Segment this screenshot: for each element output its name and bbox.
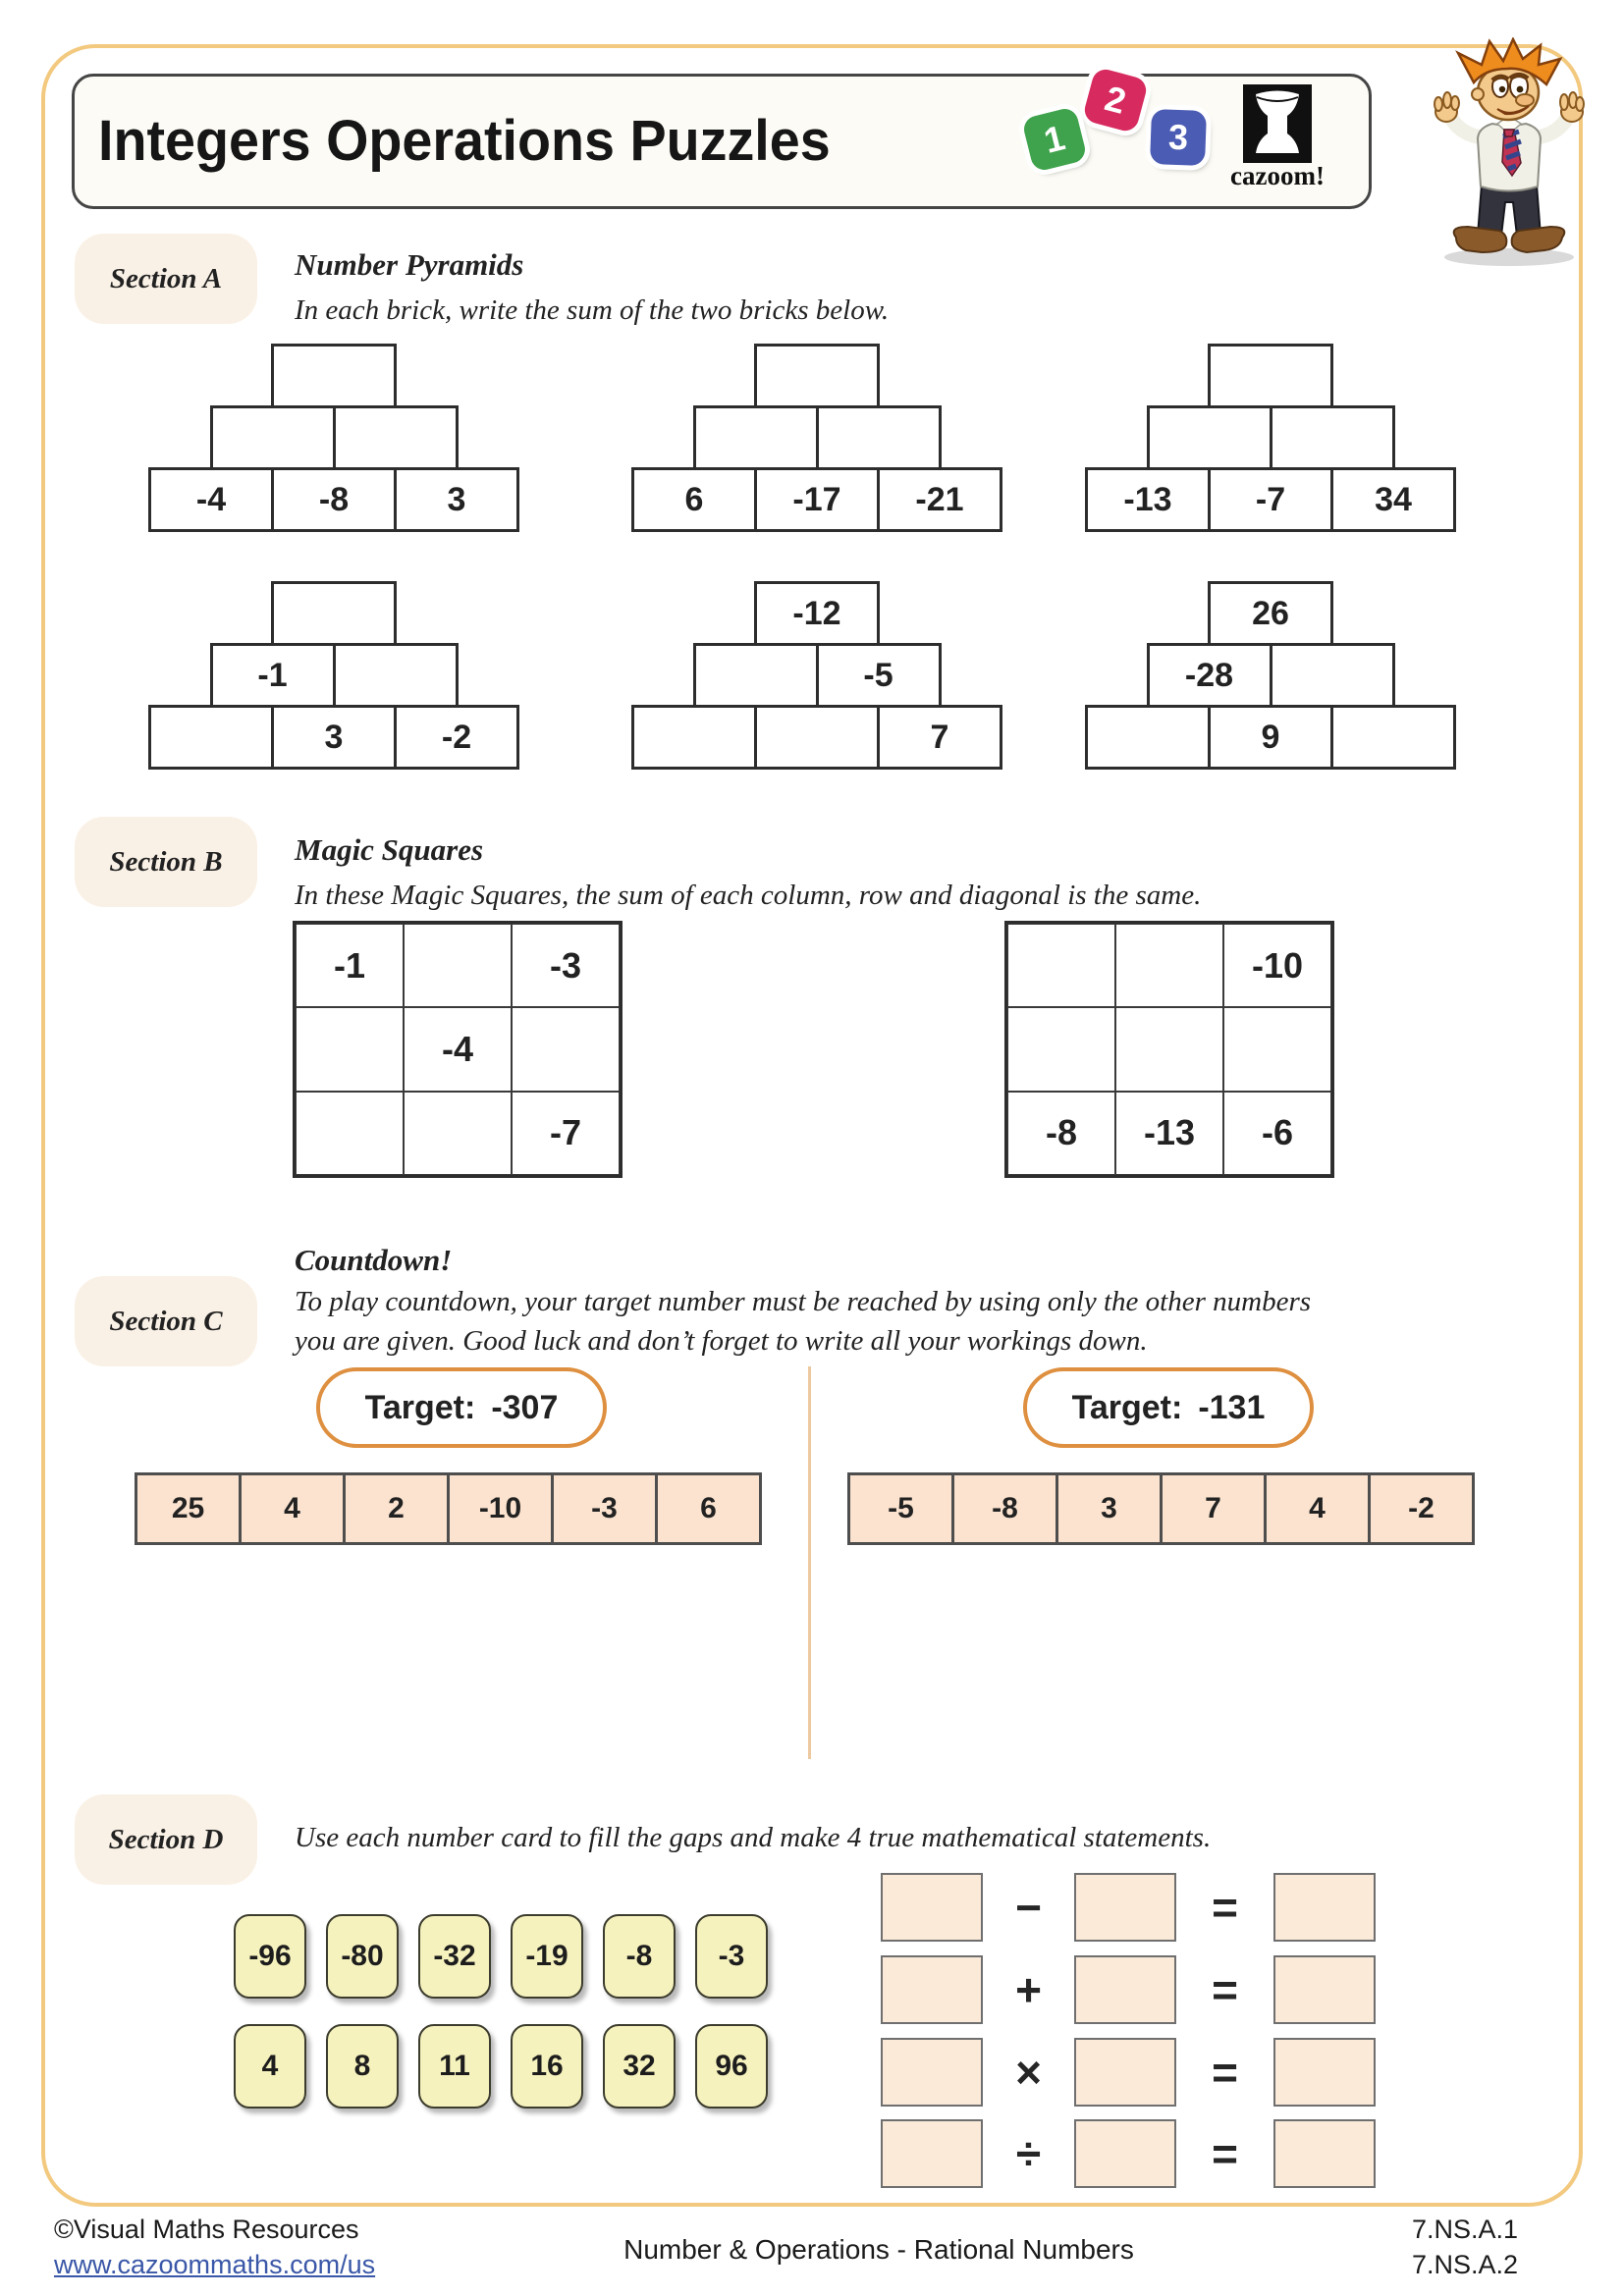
number-pyramid: [628, 344, 1005, 532]
pyramid-row: [148, 467, 519, 532]
magic-square-cell-empty[interactable]: [1007, 1007, 1115, 1091]
number-card[interactable]: -8: [603, 1914, 676, 1999]
pyramid-brick-filled: -7: [1208, 467, 1333, 532]
equals-symbol: =: [1212, 2128, 1238, 2179]
number-card[interactable]: -80: [326, 1914, 399, 1999]
number-card[interactable]: 32: [603, 2024, 676, 2109]
pyramid-brick-filled: 34: [1330, 467, 1456, 532]
countdown-number-strip: [847, 1472, 1475, 1545]
pyramid-brick-empty[interactable]: [1208, 344, 1333, 408]
pyramid-brick-filled: -17: [754, 467, 880, 532]
magic-square-cell-empty[interactable]: [1115, 1007, 1223, 1091]
pyramid-brick-empty[interactable]: [210, 405, 336, 470]
equation-blank-box[interactable]: [1273, 1873, 1376, 1942]
pyramid-row: [271, 344, 397, 408]
operator-symbol: ×: [1015, 2047, 1042, 2098]
equation-blank-box[interactable]: [1074, 2119, 1176, 2188]
footer-standard-1: 7.NS.A.1: [1411, 2215, 1518, 2244]
number-card[interactable]: -3: [695, 1914, 768, 1999]
pyramid-row: [1147, 405, 1395, 470]
cazoom-logo-box: [1243, 84, 1312, 163]
magic-square-cell-empty[interactable]: [512, 1007, 620, 1091]
magic-square-cell-empty[interactable]: [1223, 1007, 1331, 1091]
number-card-row: [234, 1914, 768, 1999]
tile-label: 2: [1101, 78, 1131, 122]
section-a-heading: Number Pyramids: [295, 247, 524, 282]
magic-square-cell-filled: -4: [404, 1007, 512, 1091]
number-tile-3-icon: [1150, 109, 1207, 166]
pyramid-brick-empty[interactable]: [693, 643, 819, 708]
equation-blank-box[interactable]: [1273, 2038, 1376, 2107]
equals-symbol: =: [1212, 1964, 1238, 2015]
operator-symbol: −: [1015, 1882, 1042, 1933]
countdown-number-cell: 6: [655, 1472, 762, 1545]
operator-symbol: ÷: [1015, 2128, 1042, 2179]
equation-blank-box[interactable]: [1074, 1873, 1176, 1942]
magic-square-cell-filled: -7: [512, 1092, 620, 1175]
pyramid-brick-empty[interactable]: [1085, 705, 1211, 770]
pyramid-brick-empty[interactable]: [1147, 405, 1272, 470]
pyramid-brick-empty[interactable]: [148, 705, 274, 770]
pyramid-brick-filled: -5: [816, 643, 942, 708]
magic-square-cell-empty[interactable]: [404, 924, 512, 1007]
target-label: Target:: [1071, 1388, 1183, 1426]
pyramid-brick-filled: -13: [1085, 467, 1211, 532]
countdown-number-cell: 4: [239, 1472, 346, 1545]
countdown-number-cell: 4: [1264, 1472, 1371, 1545]
pyramid-brick-filled: 7: [877, 705, 1002, 770]
number-pyramid: [1082, 581, 1459, 770]
countdown-divider: [808, 1366, 811, 1759]
pyramid-row: [754, 344, 880, 408]
pyramid-brick-filled: -8: [271, 467, 397, 532]
target-value: -307: [491, 1388, 559, 1426]
pyramid-row: [210, 643, 459, 708]
pyramid-row: [693, 643, 942, 708]
equation-blank-box[interactable]: [881, 2038, 983, 2107]
number-card[interactable]: 4: [234, 2024, 306, 2109]
section-a-label: Section A: [75, 234, 257, 324]
countdown-number-cell: 2: [343, 1472, 450, 1545]
mascot-character: [1417, 37, 1603, 273]
number-pyramid: [145, 344, 522, 532]
number-pyramid: [1082, 344, 1459, 532]
equation-blank-box[interactable]: [1074, 2038, 1176, 2107]
pyramid-brick-filled: 3: [271, 705, 397, 770]
pyramid-brick-empty[interactable]: [754, 344, 880, 408]
countdown-number-cell: -5: [847, 1472, 954, 1545]
magic-square-cell-filled: -8: [1007, 1092, 1115, 1175]
countdown-number-cell: -2: [1368, 1472, 1475, 1545]
pyramid-row: [1085, 467, 1456, 532]
magic-square-cell-empty[interactable]: [404, 1092, 512, 1175]
number-card[interactable]: -96: [234, 1914, 306, 1999]
pyramid-row: [631, 467, 1002, 532]
pyramid-row: [631, 705, 1002, 770]
number-card[interactable]: -19: [511, 1914, 583, 1999]
countdown-number-cell: -8: [951, 1472, 1058, 1545]
number-card[interactable]: 11: [418, 2024, 491, 2109]
tile-label: 1: [1040, 117, 1069, 161]
pyramid-brick-empty[interactable]: [333, 643, 459, 708]
footer-topic: Number & Operations - Rational Numbers: [623, 2234, 1134, 2265]
equation-blank-box[interactable]: [1074, 1955, 1176, 2024]
countdown-number-cell: -3: [551, 1472, 658, 1545]
pyramid-row: [210, 405, 459, 470]
number-pyramid: [145, 581, 522, 770]
pyramid-row: [1208, 344, 1333, 408]
equation-row: [881, 2038, 1376, 2107]
target-box: [1023, 1367, 1314, 1448]
tile-label: 3: [1167, 116, 1189, 158]
pyramid-brick-filled: 9: [1208, 705, 1333, 770]
magic-square-cell-filled: -10: [1223, 924, 1331, 1007]
pyramid-row: [1147, 643, 1395, 708]
section-d-instruction: Use each number card to fill the gaps and make 4 true mathematical statements.: [295, 1822, 1212, 1853]
section-c-instruction: To play countdown, your target number must be reached by using only the other numbers you are given. Good luck and don’t forget to write all your workings down.: [295, 1286, 1312, 1357]
section-c-heading: Countdown!: [295, 1243, 453, 1277]
pyramid-row: [1085, 705, 1456, 770]
magic-square-cell-filled: -6: [1223, 1092, 1331, 1175]
section-c-label: Section C: [75, 1276, 257, 1366]
countdown-number-cell: 25: [135, 1472, 242, 1545]
section-b-instruction: In these Magic Squares, the sum of each column, row and diagonal is the same.: [295, 880, 1202, 911]
magic-square: [1004, 921, 1334, 1178]
section-a-instruction: In each brick, write the sum of the two bricks below.: [295, 294, 890, 326]
target-label: Target:: [364, 1388, 476, 1426]
equation-blank-box[interactable]: [881, 2119, 983, 2188]
pyramid-brick-empty[interactable]: [693, 405, 819, 470]
countdown-number-strip: [135, 1472, 762, 1545]
magic-square-cell-empty[interactable]: [296, 1092, 404, 1175]
magic-square-cell-empty[interactable]: [1115, 924, 1223, 1007]
pyramid-brick-empty[interactable]: [1270, 643, 1395, 708]
countdown-number-cell: -10: [447, 1472, 554, 1545]
pyramid-brick-empty[interactable]: [816, 405, 942, 470]
equals-symbol: =: [1212, 1882, 1238, 1933]
magic-square-cell-empty[interactable]: [296, 1007, 404, 1091]
page-title: Integers Operations Puzzles: [98, 109, 831, 173]
pyramid-brick-empty[interactable]: [333, 405, 459, 470]
number-pyramid: [628, 581, 1005, 770]
section-b-heading: Magic Squares: [295, 832, 484, 867]
pyramid-brick-empty[interactable]: [271, 581, 397, 646]
pyramid-brick-empty[interactable]: [1270, 405, 1395, 470]
countdown-number-cell: 7: [1160, 1472, 1267, 1545]
footer-link[interactable]: www.cazoommaths.com/us: [54, 2250, 376, 2279]
magic-square-cell-filled: -13: [1115, 1092, 1223, 1175]
target-value: -131: [1198, 1388, 1266, 1426]
pyramid-brick-empty[interactable]: [754, 705, 880, 770]
pyramid-brick-filled: -21: [877, 467, 1002, 532]
number-card[interactable]: 16: [511, 2024, 583, 2109]
pyramid-row: [148, 705, 519, 770]
magic-square: [293, 921, 623, 1178]
number-card[interactable]: 8: [326, 2024, 399, 2109]
cazoom-brand-name: cazoom!: [1230, 161, 1325, 190]
operator-symbol: +: [1015, 1964, 1042, 2015]
pyramid-brick-filled: -12: [754, 581, 880, 646]
number-card[interactable]: -32: [418, 1914, 491, 1999]
equation-blank-box[interactable]: [881, 1955, 983, 2024]
magic-square-cell-filled: -3: [512, 924, 620, 1007]
pyramid-brick-empty[interactable]: [631, 705, 757, 770]
equation-blank-box[interactable]: [1273, 1955, 1376, 2024]
pyramid-row: [754, 581, 880, 646]
pyramid-brick-filled: 26: [1208, 581, 1333, 646]
equation-row: [881, 1873, 1376, 1942]
magic-square-cell-empty[interactable]: [1007, 924, 1115, 1007]
footer-standard-2: 7.NS.A.2: [1411, 2250, 1518, 2279]
pyramid-row: [693, 405, 942, 470]
countdown-number-cell: 3: [1056, 1472, 1163, 1545]
pyramid-row: [1208, 581, 1333, 646]
equals-symbol: =: [1212, 2047, 1238, 2098]
djembe-drum-icon: [1243, 84, 1312, 163]
section-d-label: Section D: [75, 1794, 257, 1885]
pyramid-brick-filled: -2: [394, 705, 519, 770]
number-card-row: [234, 2024, 768, 2109]
section-b-label: Section B: [75, 817, 257, 907]
number-card[interactable]: 96: [695, 2024, 768, 2109]
footer-copyright: ©Visual Maths Resources: [54, 2215, 359, 2244]
pyramid-row: [271, 581, 397, 646]
equation-blank-box[interactable]: [881, 1873, 983, 1942]
equation-row: [881, 1955, 1376, 2024]
equation-row: [881, 2119, 1376, 2188]
pyramid-brick-filled: -4: [148, 467, 274, 532]
pyramid-brick-empty[interactable]: [1330, 705, 1456, 770]
pyramid-brick-filled: -28: [1147, 643, 1272, 708]
magic-square-cell-filled: -1: [296, 924, 404, 1007]
pyramid-brick-filled: 3: [394, 467, 519, 532]
equation-blank-box[interactable]: [1273, 2119, 1376, 2188]
pyramid-brick-filled: 6: [631, 467, 757, 532]
target-box: [316, 1367, 607, 1448]
pyramid-brick-filled: -1: [210, 643, 336, 708]
pyramid-brick-empty[interactable]: [271, 344, 397, 408]
